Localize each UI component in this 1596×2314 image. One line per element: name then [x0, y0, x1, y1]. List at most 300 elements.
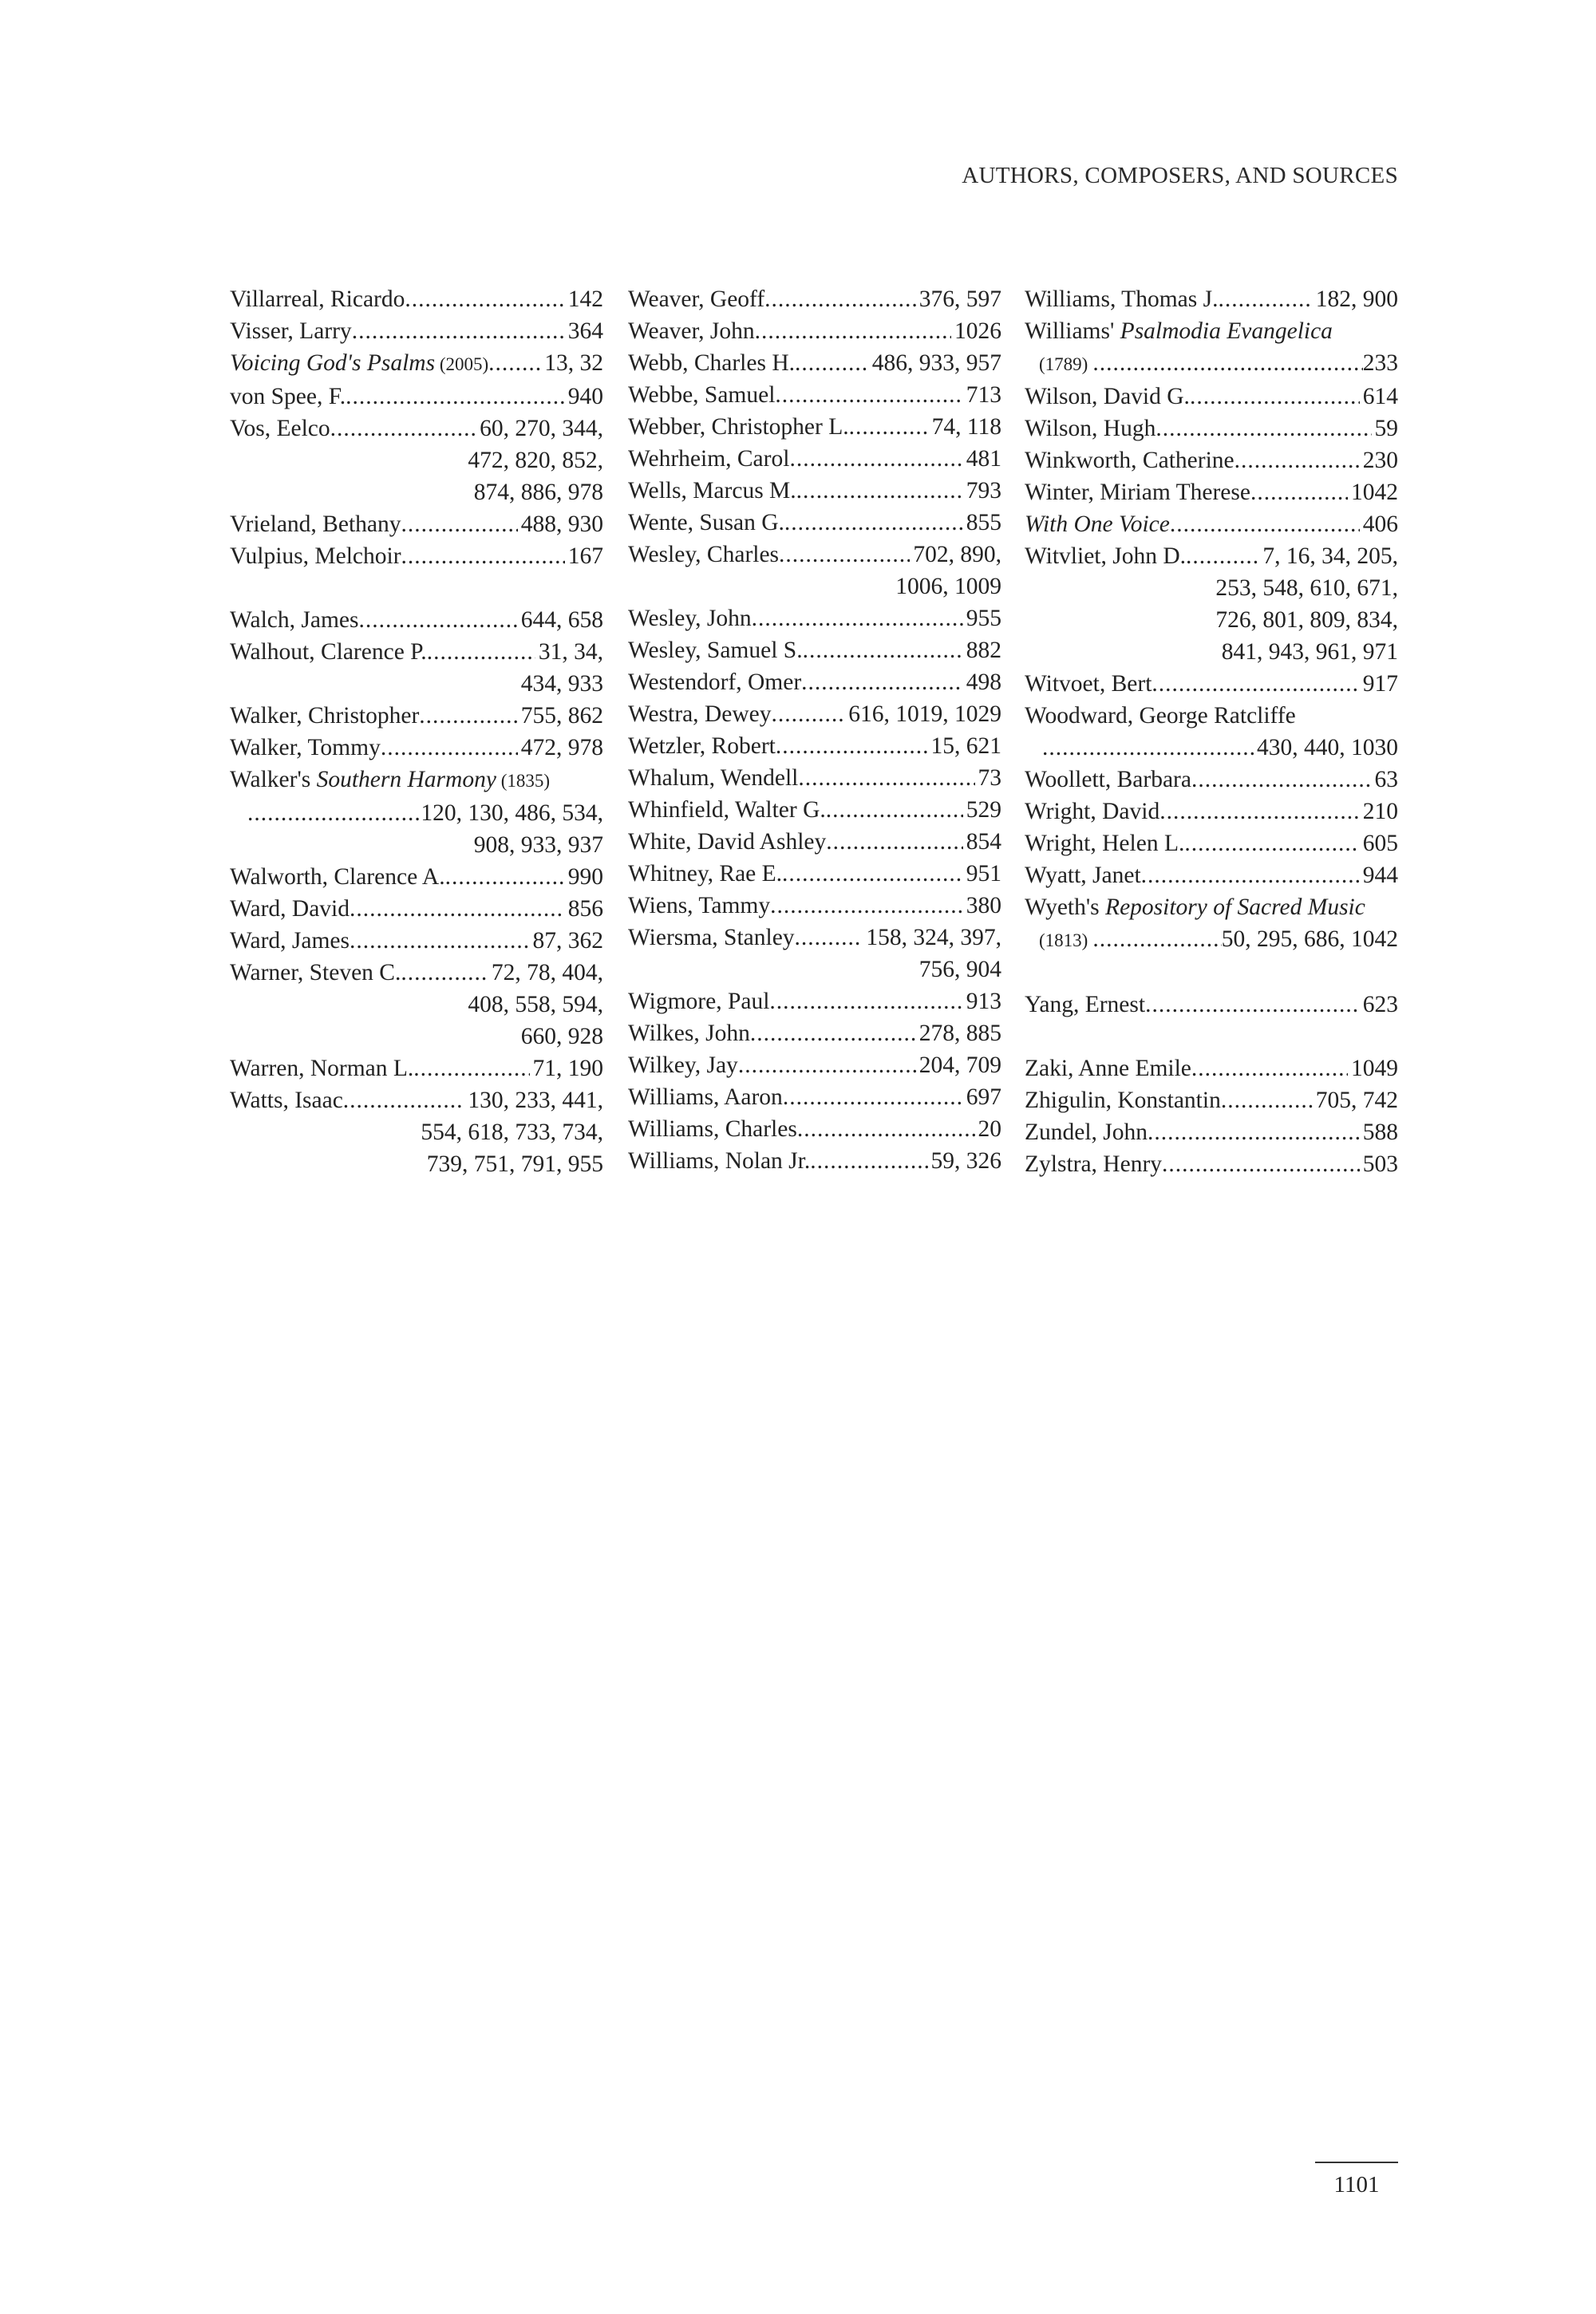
dot-leader — [1170, 508, 1360, 540]
index-entry — [230, 764, 603, 861]
entry-pages: 623 — [1362, 992, 1398, 1017]
entry-pages: 59 — [1374, 416, 1398, 441]
entry-pages: 74, 118 — [931, 414, 1001, 440]
entry-name: Vrieland, Bethany — [230, 511, 401, 537]
page-number: 1101 — [1333, 2172, 1380, 2198]
entry-pages: 908, 933, 937 — [473, 832, 603, 858]
entry-title-italic: Voicing God's Psalms — [230, 350, 436, 376]
entry-heading-line — [230, 764, 603, 797]
entry-heading-line — [628, 890, 1001, 922]
entry-pages: 644, 658 — [520, 607, 603, 633]
entry-pages: 940 — [567, 384, 603, 409]
entry-pages: 60, 270, 344, — [480, 416, 603, 441]
entry-heading-line — [628, 411, 1001, 443]
entry-pages: 364 — [567, 318, 603, 344]
index-entry — [230, 381, 603, 413]
dot-leader — [427, 636, 535, 668]
entry-heading-line — [230, 861, 603, 893]
entry-pages: 253, 548, 610, 671, — [1215, 575, 1398, 601]
dot-leader — [346, 381, 565, 413]
entry-name: Wilkes, John — [628, 1021, 750, 1046]
entry-heading-line — [628, 922, 1001, 954]
entry-name: Westra, Dewey — [628, 701, 772, 727]
dot-leader — [1145, 989, 1360, 1021]
entry-name: Zhigulin, Konstantin — [1025, 1088, 1221, 1113]
entry-heading-line — [1025, 989, 1398, 1021]
entry-pages: 434, 933 — [520, 671, 603, 697]
entry-heading-line — [1025, 700, 1398, 732]
entry-name: Witvliet, John D. — [1025, 543, 1187, 569]
entry-continuation-line — [230, 989, 603, 1021]
index-entry — [1025, 1116, 1398, 1148]
dot-leader — [1141, 859, 1360, 891]
entry-heading-line — [1025, 827, 1398, 859]
dot-leader — [401, 957, 488, 989]
entry-pages: 1026 — [954, 318, 1001, 344]
entry-heading-line — [230, 636, 603, 668]
entry-title-italic: Southern Harmony — [316, 767, 496, 792]
index-entry — [1025, 827, 1398, 859]
entry-heading-line — [628, 1081, 1001, 1113]
entry-date: (1789) — [1039, 354, 1088, 374]
entry-heading-line — [628, 1049, 1001, 1081]
entry-pages: 917 — [1362, 671, 1398, 697]
index-entry — [230, 1084, 603, 1180]
dot-leader — [764, 283, 916, 315]
index-entry — [1025, 700, 1398, 764]
entry-pages: 503 — [1362, 1151, 1398, 1177]
index-entry — [628, 985, 1001, 1017]
entry-title-italic: With One Voice — [1025, 511, 1170, 537]
entry-name: Wigmore, Paul — [628, 989, 770, 1014]
entry-pages: 1049 — [1351, 1056, 1398, 1081]
entry-name: Walker, Christopher — [230, 703, 420, 729]
dot-leader — [797, 1113, 975, 1145]
dot-leader — [1184, 827, 1359, 859]
entry-name: Ward, James — [230, 928, 350, 954]
entry-heading-line — [628, 634, 1001, 666]
entry-pages: 7, 16, 34, 205, — [1262, 543, 1398, 569]
entry-pages: 59, 326 — [930, 1148, 1001, 1174]
dot-leader — [445, 861, 565, 893]
index-column-1 — [230, 283, 603, 1180]
dot-leader — [775, 379, 962, 411]
dot-leader — [782, 858, 963, 890]
entry-pages: 944 — [1362, 863, 1398, 888]
entry-heading-line — [628, 475, 1001, 507]
index-entry — [1025, 989, 1398, 1021]
entry-name: Wesley, Charles — [628, 542, 780, 567]
index-entry — [230, 732, 603, 764]
entry-heading-line — [628, 730, 1001, 762]
entry-continuation-line — [1025, 347, 1398, 381]
index-entry — [628, 890, 1001, 922]
entry-pages: 755, 862 — [520, 703, 603, 729]
entry-heading-line — [230, 413, 603, 444]
index-entry — [230, 604, 603, 636]
entry-pages: 481 — [966, 446, 1001, 472]
entry-pages: 660, 928 — [520, 1024, 603, 1049]
entry-pages: 488, 930 — [520, 511, 603, 537]
dot-leader — [401, 540, 565, 572]
dot-leader — [488, 347, 541, 379]
entry-name: Weaver, Geoff — [628, 286, 765, 312]
entry-name: Vulpius, Melchoir — [230, 543, 401, 569]
letter-group-gap — [1025, 957, 1398, 989]
entry-pages: 697 — [966, 1084, 1001, 1110]
index-entry — [230, 283, 603, 315]
entry-pages: 472, 978 — [520, 735, 603, 760]
entry-heading-line — [230, 893, 603, 925]
entry-heading-line — [628, 283, 1001, 315]
entry-pages: 1042 — [1351, 480, 1398, 505]
dot-leader — [419, 700, 517, 732]
entry-heading-line — [628, 315, 1001, 347]
dot-leader — [1186, 540, 1259, 572]
index-entry — [628, 1113, 1001, 1145]
entry-pages: 856 — [567, 896, 603, 922]
entry-heading-line — [230, 1052, 603, 1084]
dot-leader — [795, 922, 863, 954]
index-entry — [230, 347, 603, 381]
dot-leader — [350, 925, 530, 957]
dot-leader — [803, 634, 963, 666]
dot-leader — [350, 893, 565, 925]
entry-heading-line — [628, 794, 1001, 826]
index-entry — [628, 507, 1001, 539]
entry-pages: 130, 233, 441, — [468, 1088, 603, 1113]
entry-continuation-line — [628, 571, 1001, 602]
entry-continuation-line — [1025, 923, 1398, 957]
index-entry — [628, 379, 1001, 411]
entry-heading-line — [230, 315, 603, 347]
index-entry — [1025, 508, 1398, 540]
entry-name: Walworth, Clarence A. — [230, 864, 445, 890]
index-entry — [628, 539, 1001, 602]
index-entry — [628, 1145, 1001, 1177]
entry-pages: 230 — [1362, 448, 1398, 473]
index-entry — [1025, 796, 1398, 827]
entry-name: Wilson, David G. — [1025, 384, 1190, 409]
entry-title-italic: Repository of Sacred Music — [1105, 894, 1365, 920]
entry-pages: 855 — [966, 510, 1001, 535]
entry-pages: 204, 709 — [918, 1052, 1001, 1078]
entry-heading-line — [230, 283, 603, 315]
dot-leader — [1235, 444, 1360, 476]
entry-heading-line — [628, 1145, 1001, 1177]
entry-heading-line — [230, 540, 603, 572]
entry-name: Weaver, John — [628, 318, 755, 344]
index-entry — [1025, 283, 1398, 315]
dot-leader — [1148, 1116, 1360, 1148]
index-entry — [628, 794, 1001, 826]
entry-heading-line — [230, 508, 603, 540]
dot-leader — [1190, 381, 1360, 413]
dot-leader — [381, 732, 518, 764]
entry-pages: 31, 34, — [538, 639, 603, 665]
index-entry — [1025, 859, 1398, 891]
index-entry — [628, 602, 1001, 634]
entry-pages: 87, 362 — [532, 928, 603, 954]
entry-name: Walch, James — [230, 607, 359, 633]
entry-heading-line — [230, 347, 603, 381]
entry-pages: 529 — [966, 797, 1001, 823]
entry-name: Walker's Southern Harmony (1835) — [230, 767, 551, 792]
dot-leader — [1191, 1052, 1348, 1084]
entry-continuation-line — [1025, 732, 1398, 764]
entry-heading-line — [1025, 283, 1398, 315]
entry-name: Warren, Norman L. — [230, 1056, 414, 1081]
entry-name: Wetzler, Robert — [628, 733, 776, 759]
entry-heading-line — [1025, 859, 1398, 891]
dot-leader — [1152, 668, 1359, 700]
index-entry — [1025, 315, 1398, 381]
entry-name: Yang, Ernest — [1025, 992, 1146, 1017]
dot-leader — [826, 826, 963, 858]
entry-name: Villarreal, Ricardo — [230, 286, 405, 312]
entry-pages: 50, 295, 686, 1042 — [1221, 926, 1398, 952]
entry-pages: 210 — [1362, 799, 1398, 824]
entry-name: Zylstra, Henry — [1025, 1151, 1163, 1177]
letter-group-gap — [1025, 1021, 1398, 1052]
index-entry — [628, 922, 1001, 985]
index-entry — [628, 411, 1001, 443]
entry-heading-line — [628, 698, 1001, 730]
index-entry — [1025, 1148, 1398, 1180]
running-head: AUTHORS, COMPOSERS, AND SOURCES — [962, 163, 1398, 188]
entry-name: Vos, Eelco — [230, 416, 330, 441]
entry-continuation-line — [1025, 572, 1398, 604]
entry-heading-line — [1025, 764, 1398, 796]
entry-name: Ward, David — [230, 896, 350, 922]
entry-pages: 726, 801, 809, 834, — [1215, 607, 1398, 633]
dot-leader — [330, 413, 476, 444]
index-entry — [628, 698, 1001, 730]
entry-pages: 158, 324, 397, — [866, 925, 1001, 950]
entry-pages: 71, 190 — [532, 1056, 603, 1081]
entry-name: Walker, Tommy — [230, 735, 381, 760]
entry-name: Whalum, Wendell — [628, 765, 799, 791]
entry-pages: 142 — [567, 286, 603, 312]
index-entry — [628, 475, 1001, 507]
entry-name: Wehrheim, Carol — [628, 446, 790, 472]
entry-name: Wesley, John — [628, 606, 752, 631]
dot-leader — [1191, 764, 1372, 796]
entry-pages: 702, 890, — [913, 542, 1001, 567]
entry-heading-line — [628, 507, 1001, 539]
entry-pages: 408, 558, 594, — [468, 992, 603, 1017]
entry-pages: 13, 32 — [544, 350, 603, 376]
entry-name — [1025, 508, 1170, 540]
entry-heading-line — [230, 1084, 603, 1116]
entry-pages: 756, 904 — [918, 957, 1001, 982]
entry-pages: 739, 751, 791, 955 — [426, 1151, 603, 1177]
entry-pages: 167 — [567, 543, 603, 569]
index-entry — [1025, 668, 1398, 700]
entry-heading-line — [628, 379, 1001, 411]
dot-leader — [801, 666, 963, 698]
dot-leader — [343, 1084, 465, 1116]
dot-leader — [1250, 476, 1348, 508]
entry-heading-line — [1025, 476, 1398, 508]
dot-leader — [750, 1017, 916, 1049]
index-entry — [230, 957, 603, 1052]
entry-heading-line — [1025, 1084, 1398, 1116]
entry-pages: 616, 1019, 1029 — [848, 701, 1001, 727]
entry-continuation-line — [628, 954, 1001, 985]
entry-name: Westendorf, Omer — [628, 669, 802, 695]
entry-heading-line — [628, 1113, 1001, 1145]
letter-group-gap — [230, 572, 603, 604]
index-entry — [230, 540, 603, 572]
entry-heading-line — [628, 443, 1001, 475]
entry-name: Wiersma, Stanley — [628, 925, 795, 950]
entry-heading-line — [1025, 1052, 1398, 1084]
index-entry — [1025, 1084, 1398, 1116]
index-column-2 — [628, 283, 1001, 1177]
entry-continuation-line — [230, 1116, 603, 1148]
entry-name: Visser, Larry — [230, 318, 352, 344]
entry-pages: 486, 933, 957 — [871, 350, 1001, 376]
entry-name: Williams, Thomas J. — [1025, 286, 1219, 312]
entry-name: Woodward, George Ratcliffe — [1025, 703, 1296, 729]
dot-leader — [769, 985, 962, 1017]
entry-heading-line — [1025, 891, 1398, 923]
entry-name: Wyatt, Janet — [1025, 863, 1141, 888]
index-entry — [1025, 476, 1398, 508]
dot-leader — [771, 698, 845, 730]
entry-heading-line — [628, 985, 1001, 1017]
entry-name: Witvoet, Bert — [1025, 671, 1152, 697]
index-entry — [1025, 381, 1398, 413]
entry-pages: 955 — [966, 606, 1001, 631]
entry-heading-line — [1025, 1148, 1398, 1180]
entry-name: Wesley, Samuel S. — [628, 638, 803, 663]
entry-name: Whinfield, Walter G. — [628, 797, 826, 823]
entry-heading-line — [1025, 508, 1398, 540]
entry-name: Wente, Susan G. — [628, 510, 784, 535]
entry-name: Wiens, Tammy — [628, 893, 771, 918]
dot-leader — [1156, 413, 1371, 444]
entry-pages: 63 — [1374, 767, 1398, 792]
entry-heading-line — [1025, 381, 1398, 413]
entry-pages: 605 — [1362, 831, 1398, 856]
index-entry — [230, 636, 603, 700]
entry-pages: 882 — [966, 638, 1001, 663]
entry-continuation-line — [1025, 636, 1398, 668]
entry-pages: 498 — [966, 669, 1001, 695]
entry-continuation-line — [230, 1148, 603, 1180]
index-entry — [1025, 1052, 1398, 1084]
index-entry — [628, 1049, 1001, 1081]
dot-leader — [795, 347, 869, 379]
entry-pages: 182, 900 — [1315, 286, 1398, 312]
entry-continuation-line — [230, 476, 603, 508]
entry-name: Zundel, John — [1025, 1119, 1148, 1145]
entry-name: Zaki, Anne Emile — [1025, 1056, 1191, 1081]
entry-continuation-line — [230, 1021, 603, 1052]
entry-name: Warner, Steven C. — [230, 960, 401, 985]
entry-heading-line — [628, 762, 1001, 794]
dot-leader — [752, 602, 963, 634]
entry-heading-line — [1025, 796, 1398, 827]
entry-heading-line — [1025, 315, 1398, 347]
dot-leader — [405, 283, 564, 315]
entry-continuation-line — [230, 668, 603, 700]
entry-pages: 1006, 1009 — [895, 574, 1001, 599]
entry-continuation-line — [230, 444, 603, 476]
entry-heading-line — [230, 700, 603, 732]
entry-pages: 951 — [966, 861, 1001, 887]
dot-leader — [789, 443, 962, 475]
entry-name: Wright, David — [1025, 799, 1160, 824]
entry-heading-line — [1025, 1116, 1398, 1148]
entry-name: Williams, Charles — [628, 1116, 797, 1142]
entry-name: Wells, Marcus M. — [628, 478, 796, 503]
index-entry — [628, 1017, 1001, 1049]
entry-name: Williams, Aaron — [628, 1084, 783, 1110]
entry-name: Webber, Christopher L. — [628, 414, 849, 440]
dot-leader — [358, 604, 517, 636]
index-entry — [628, 762, 1001, 794]
entry-pages: 406 — [1362, 511, 1398, 537]
dot-leader — [401, 508, 518, 540]
entry-name: von Spee, F. — [230, 384, 346, 409]
entry-name: Williams' Psalmodia Evangelica — [1025, 318, 1333, 344]
entry-name: Winter, Miriam Therese — [1025, 480, 1250, 505]
entry-heading-line — [628, 826, 1001, 858]
index-entry — [230, 508, 603, 540]
dot-leader — [784, 507, 963, 539]
dot-leader — [798, 762, 974, 794]
index-entry — [230, 700, 603, 732]
dot-leader — [783, 1081, 963, 1113]
entry-name: Webbe, Samuel — [628, 382, 776, 408]
index-entry — [230, 1052, 603, 1084]
index-entry — [628, 315, 1001, 347]
entry-heading-line — [1025, 444, 1398, 476]
entry-pages: 793 — [966, 478, 1001, 503]
dot-leader — [1221, 1084, 1313, 1116]
index-entry — [628, 347, 1001, 379]
entry-pages: 614 — [1362, 384, 1398, 409]
entry-name: White, David Ashley — [628, 829, 827, 855]
entry-name: Wyeth's Repository of Sacred Music — [1025, 894, 1365, 920]
dot-leader — [776, 730, 928, 762]
entry-pages: 705, 742 — [1315, 1088, 1398, 1113]
entry-pages: 472, 820, 852, — [468, 448, 603, 473]
entry-heading-line — [628, 666, 1001, 698]
index-entry — [230, 315, 603, 347]
dot-leader — [810, 1145, 927, 1177]
dot-leader — [1042, 732, 1257, 764]
entry-name: Winkworth, Catherine — [1025, 448, 1235, 473]
index-entry — [1025, 891, 1398, 957]
entry-continuation-line — [230, 797, 603, 829]
entry-name: Watts, Isaac — [230, 1088, 343, 1113]
entry-name: Webb, Charles H. — [628, 350, 795, 376]
entry-pages: 120, 130, 486, 534, — [421, 800, 603, 826]
entry-heading-line — [1025, 413, 1398, 444]
dot-leader — [352, 315, 565, 347]
folio-rule — [1315, 2162, 1398, 2163]
entry-date: (1813) — [1039, 930, 1088, 950]
dot-leader — [413, 1052, 529, 1084]
dot-leader — [247, 797, 421, 829]
index-entry — [230, 413, 603, 508]
index-entry — [628, 858, 1001, 890]
entry-title-italic: Psalmodia Evangelica — [1120, 318, 1333, 344]
